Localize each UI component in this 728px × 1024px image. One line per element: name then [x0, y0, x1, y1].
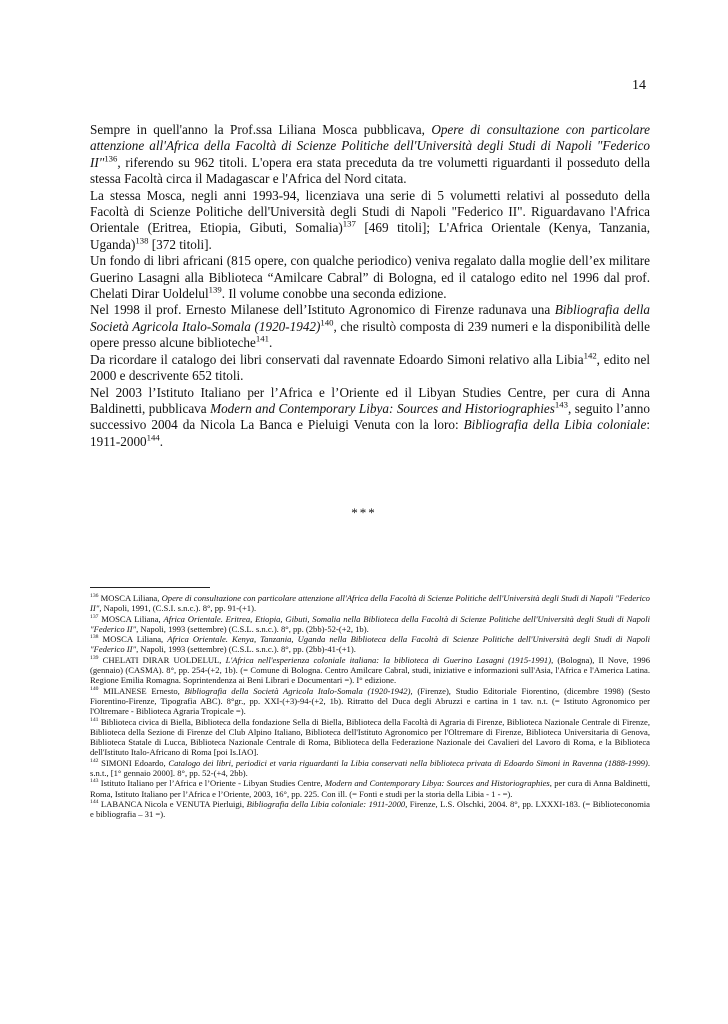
paragraph-5: Da ricordare il catalogo dei libri conservati dal ravennate Edoardo Simoni relativo alla Libia$^{142}$, edito nel 2000 e descrivente 652 titoli. [90, 350, 650, 384]
footnote-144: $^{144}$ LABANCA Nicola e VENUTA Pierluigi, Bibliografia della Libia coloniale: 1911-2000, Firenze, L.S. Olschki, 2004. 8°, pp. LXXXI-183. (= Biblioteconomia e bibliografia – 31 =). [90, 798, 650, 820]
footnote-ref[interactable]: 141 [255, 333, 269, 344]
footnote-ref[interactable]: 137 [342, 219, 356, 230]
paragraph-1: Sempre in quell'anno la Prof.ssa Liliana Mosca pubblicava, Opere di consultazione con particolare attenzione all'Africa della Facoltà di Scienze Politiche dell'Università degli Studi di Napoli "Federico II"$^{136}$, riferendo su 962 titoli. L'opera era stata preceduta da tre volumetti riguardanti il posseduto della stessa Facoltà circa il Madagascar e l'Africa del Nord citata. [90, 122, 650, 187]
footnote-ref[interactable]: 143 [554, 399, 568, 410]
footnote-137: $^{137}$ MOSCA Liliana, Africa Orientale. Eritrea, Etiopia, Gibuti, Somalia nella Biblioteca della Facoltà di Scienze Politiche dell'Università degli Studi di Napoli "Federico II", Napoli, 1993 (settembre) (C.S.L. s.n.c.). 8°, pp. (2bb)-52-(+2, 1b). [90, 613, 650, 634]
paragraph-6: Nel 2003 l’Istituto Italiano per l’Africa e l’Oriente ed il Libyan Studies Centre, per cura di Anna Baldinetti, pubblicava Modern and Contemporary Libya: Sources and Historiographies$^{143}$, seguito l’anno successivo 2004 da Nicola La Banca e Pieluigi Venuta con la loro: Bibliografia della Libia coloniale: 1911-2000$^{144}$. [90, 384, 650, 449]
footnote-number: 138 [90, 634, 99, 641]
footnote-ref[interactable]: 142 [583, 350, 597, 361]
section-separator: *** [351, 505, 377, 520]
footnote-number: 143 [90, 778, 99, 785]
footnote-139: $^{139}$ CHELATI DIRAR UOLDELUL, L'Africa nell'esperienza coloniale italiana: la biblioteca di Guerino Lasagni (1915-1991), (Bologna), Il Nove, 1996 (gennaio) (CASMA). 8°, pp. 254-(+2, 1b). (= Comune di Bologna. Centro Amilcare Cabral, studi, iniziative e informazioni sull'Asia, l'Africa e l'America Latina. Regione Emilia Romagna. Soprintendenza ai Beni Librari e Documentari =). I° edizione. [90, 654, 650, 686]
paragraph-2: La stessa Mosca, negli anni 1993-94, licenziava una serie di 5 volumetti relativi al posseduto della Facoltà di Scienze Politiche dell'Università degli Studi di Napoli "Federico II". Riguardavano l'Africa Orientale (Eritrea, Etiopia, Gibuti, Somalia)$^{137}$ [469 titoli]; L'Africa Orientale (Kenya, Tanzania, Uganda)$^{138}$ [372 titoli]. [90, 187, 650, 252]
paragraph-3: Un fondo di libri africani (815 opere, con qualche periodico) veniva regalato dalla moglie dell’ex militare Guerino Lasagni alla Biblioteca “Amilcare Cabral” di Bologna, ed il catalogo edito nel 1996 dal prof. Chelati Dirar Uoldelul$^{139}$. Il volume conobbe una seconda edizione. [90, 253, 650, 302]
footnote-138: $^{138}$ MOSCA Liliana, Africa Orientale. Kenya, Tanzania, Uganda nella Biblioteca della Facoltà di Scienze Politiche dell'Università degli Studi di Napoli "Federico II", Napoli, 1993 (settembre) (C.S.L. s.n.c.). 8°, pp. (2bb)-41-(+1). [90, 634, 650, 655]
footnote-141: $^{141}$ Biblioteca civica di Biella, Biblioteca della fondazione Sella di Biella, Biblioteca della Facoltà di Agraria di Firenze, Biblioteca Nazionale Centrale di Firenze, Biblioteca della Sezione di Firenze del Club Alpino Italiano, Biblioteca dell'Istituto Agronomico per l'Oltremare di Firenze, Biblioteca Universitaria di Genova, Biblioteca Statale di Lucca, Biblioteca Nazionale Centrale di Roma, Biblioteca della Federazione Nazionale dei Cavalieri del Lavoro di Roma, e la Biblioteca dell'Istituto Italo-Africano di Roma [poi Is.IAO]. [90, 716, 650, 758]
footnote-ref[interactable]: 136 [104, 153, 118, 164]
footnote-142: $^{142}$ SIMONI Edoardo, Catalogo dei libri, periodici et varia riguardanti la Libia conservati nella biblioteca privata di Edoardo Simoni in Ravenna (1888-1999). s.n.t., [1° gennaio 2000]. 8°, pp. 52-(+4, 2bb). [90, 757, 650, 779]
footnote-number: 136 [90, 593, 99, 600]
footnote-number: 141 [90, 716, 99, 723]
footnote-ref[interactable]: 140 [320, 317, 334, 328]
footnote-divider [90, 587, 210, 588]
footnote-number: 144 [90, 799, 99, 806]
footnote-ref[interactable]: 138 [135, 235, 149, 246]
page-number: 14 [632, 78, 646, 93]
footnote-number: 137 [90, 613, 99, 620]
footnote-number: 142 [90, 757, 99, 764]
footnotes [90, 593, 650, 820]
footnote-ref[interactable]: 144 [146, 432, 160, 443]
footnote-143: $^{143}$ Istituto Italiano per l’Africa e l’Oriente - Libyan Studies Centre, Modern and Contemporary Libya: Sources and Historiographies, per cura di Anna Baldinetti, Roma, Istituto Italiano per l’Africa e l’Oriente, 2003, 16°, pp. 225. Con ill. (= Fonti e studi per la storia della Libia - 1 - =). [90, 778, 650, 799]
footnote-number: 139 [90, 654, 99, 661]
footnote-140: $^{140}$ MILANESE Ernesto, Bibliografia della Società Agricola Italo-Somala (1920-1942), (Firenze), Studio Editoriale Fiorentino, (dicembre 1998) (Sesto Fiorentino-Firenze, Tipografia ABC). 8°gr., pp. XXI-(+3)-94-(+2, 1b). Ritratto del Duca degli Abruzzi e cartina in 1 tav. n.t. (= Istituto Agronomico per l'Oltremare - Biblioteca Agraria Tropicale =). [90, 685, 650, 717]
footnote-number: 140 [90, 685, 99, 692]
paragraph-4: Nel 1998 il prof. Ernesto Milanese dell’Istituto Agronomico di Firenze radunava una Bibliografia della Società Agricola Italo-Somala (1920-1942)$^{140}$, che risultò composta di 239 numeri e la disponibilità delle opere presso alcune biblioteche$^{141}$. [90, 302, 651, 351]
footnote-ref[interactable]: 139 [208, 284, 222, 295]
main-text [90, 122, 650, 450]
footnote-136: $^{136}$ MOSCA Liliana, Opere di consultazione con particolare attenzione all'Africa della Facoltà di Scienze Politiche dell'Università degli Studi di Napoli "Federico II", Napoli, 1991, (C.S.I. s.n.c.). 8°, pp. 91-(+1). [90, 593, 650, 614]
